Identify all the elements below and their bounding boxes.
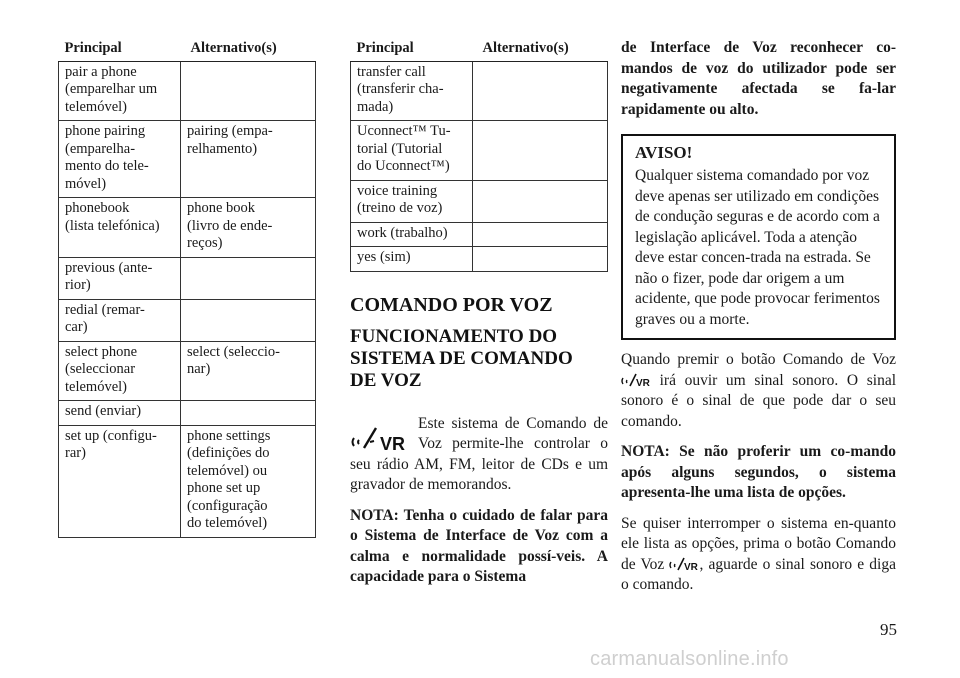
- cell-alternativo: [181, 401, 316, 426]
- cell-principal: [351, 121, 473, 181]
- cell-principal-text: voice training (treino de voz): [357, 182, 443, 216]
- cell-principal-text: previous (ante- rior): [65, 259, 153, 293]
- table-row: [59, 61, 316, 121]
- cell-principal-text: Uconnect™ Tu- torial (Tutorial do Uconnect™): [357, 123, 451, 174]
- table-row: [59, 401, 316, 426]
- cell-principal: [59, 299, 181, 341]
- cell-alternativo-text: pairing (empa- relhamento): [187, 123, 273, 157]
- cell-principal-text: phone pairing (emparelha- mento do tele- móvel): [65, 123, 149, 192]
- cell-principal: [59, 61, 181, 121]
- page-number: 95: [880, 620, 897, 639]
- cell-alternativo: [473, 247, 608, 272]
- note-1-part-b: de Interface de Voz reconhecer co-mandos de voz do utilizador pode ser negativamente afectada se fa-lar rapidamente ou alto.: [621, 39, 896, 118]
- intro-text: Este sistema de Comando de Voz permite-lhe controlar o seu rádio AM, FM, leitor de CDs e um gravador de memorandos.: [350, 414, 608, 493]
- cell-alternativo: [473, 121, 608, 181]
- svg-text:VR: VR: [684, 561, 699, 573]
- table-row: [351, 222, 608, 247]
- table-row: [351, 61, 608, 121]
- table-row: [59, 425, 316, 537]
- header-alternativo: Alternativo(s): [181, 38, 316, 61]
- note-1-part-a: NOTA: Tenha o cuidado de falar para o Sistema de Interface de Voz com a calma e normalidade possí-veis. A capacidade para o Sistema: [350, 506, 608, 585]
- warning-box: [621, 134, 896, 340]
- voice-command-vr-icon: [669, 555, 699, 573]
- svg-text:VR: VR: [636, 377, 650, 389]
- cell-alternativo: [181, 121, 316, 198]
- cell-principal: [59, 198, 181, 258]
- header-principal: Principal: [59, 38, 181, 61]
- table-row: [351, 180, 608, 222]
- cell-alternativo-text: phone book (livro de ende- reços): [187, 200, 273, 251]
- column-right: [621, 38, 896, 596]
- cell-principal-text: select phone (seleccionar telemóvel): [65, 343, 138, 395]
- warning-text: Qualquer sistema comandado por voz deve apenas ser utilizado em condições de condução seguras e de acordo com a legislação aplicável. Toda a atenção deve estar concen-trada na estrada. Se não o fizer, pode dar origem a um acidente, que pode provocar ferimentos graves ou a morte.: [635, 167, 880, 328]
- cell-principal: [351, 222, 473, 247]
- cell-principal-text: work (trabalho): [357, 224, 448, 241]
- press-text-a: Quando premir o botão Comando de Voz: [621, 351, 896, 368]
- cell-principal-text: send (enviar): [65, 403, 142, 419]
- cell-alternativo: [473, 61, 608, 121]
- cell-principal: [351, 61, 473, 121]
- cell-principal-text: phonebook (lista telefónica): [65, 200, 160, 234]
- cell-principal: [59, 341, 181, 401]
- cell-principal-text: pair a phone (emparelhar um telemóvel): [65, 63, 158, 115]
- interrupt-text-b: , aguarde o sinal sonoro e diga o comando.: [621, 555, 896, 593]
- table-row: [59, 299, 316, 341]
- cell-alternativo: [473, 222, 608, 247]
- table-row: [351, 121, 608, 181]
- table-header-row: [59, 38, 316, 61]
- cell-principal-text: transfer call (transferir cha- mada): [357, 63, 444, 115]
- watermark[interactable]: carmanualsonline.info: [590, 648, 789, 670]
- cell-alternativo-text: phone settings (definições do telemóvel) ou phone set up (configuração do telemóvel): [187, 427, 271, 531]
- cell-alternativo: [181, 198, 316, 258]
- header-alternativo: Alternativo(s): [473, 38, 608, 61]
- voice-command-vr-icon: [621, 371, 651, 389]
- voice-commands-table-1: [58, 38, 316, 538]
- cell-principal: [59, 425, 181, 537]
- cell-principal-text: set up (configu- rar): [65, 427, 157, 461]
- cell-alternativo: [473, 180, 608, 222]
- cell-principal: [59, 401, 181, 426]
- press-text-b: irá ouvir um sinal sonoro. O sinal sonoro é o sinal de que pode dar o seu comando.: [621, 371, 897, 430]
- cell-principal-text: yes (sim): [357, 249, 411, 265]
- table-2-body: [351, 61, 608, 271]
- voice-command-vr-icon: [350, 424, 410, 454]
- intro-paragraph-block: [350, 414, 608, 496]
- note-2: NOTA: Se não proferir um co-mando após alguns segundos, o sistema apresenta-lhe uma lista de opções.: [621, 443, 896, 501]
- table-header-row: [351, 38, 608, 61]
- subsection-title: FUNCIONAMENTO DO SISTEMA DE COMANDO DE VOZ: [350, 325, 573, 391]
- column-middle: [350, 38, 608, 588]
- table-row: [59, 121, 316, 198]
- cell-principal: [59, 121, 181, 198]
- table-1-body: [59, 61, 316, 537]
- header-principal: Principal: [351, 38, 473, 61]
- cell-alternativo: [181, 299, 316, 341]
- table-row: [59, 198, 316, 258]
- column-left: [58, 38, 316, 538]
- cell-principal: [351, 180, 473, 222]
- cell-alternativo: [181, 341, 316, 401]
- cell-principal: [351, 247, 473, 272]
- interrupt-text-a: Se quiser interromper o sistema en-quanto ele lista as opções, prima o botão Comando de Voz: [621, 514, 896, 573]
- vr-label: VR: [380, 433, 406, 454]
- cell-alternativo-text: select (seleccio- nar): [187, 343, 280, 377]
- cell-alternativo: [181, 257, 316, 299]
- table-row: [59, 257, 316, 299]
- cell-alternativo: [181, 425, 316, 537]
- cell-alternativo: [181, 61, 316, 121]
- warning-title: AVISO!: [635, 143, 693, 162]
- section-title: COMANDO POR VOZ: [350, 293, 553, 316]
- voice-commands-table-2: [350, 38, 608, 272]
- table-row: [59, 341, 316, 401]
- table-row: [351, 247, 608, 272]
- cell-principal: [59, 257, 181, 299]
- cell-principal-text: redial (remar- car): [65, 301, 145, 335]
- press-paragraph: [621, 350, 896, 432]
- interrupt-paragraph: [621, 514, 896, 596]
